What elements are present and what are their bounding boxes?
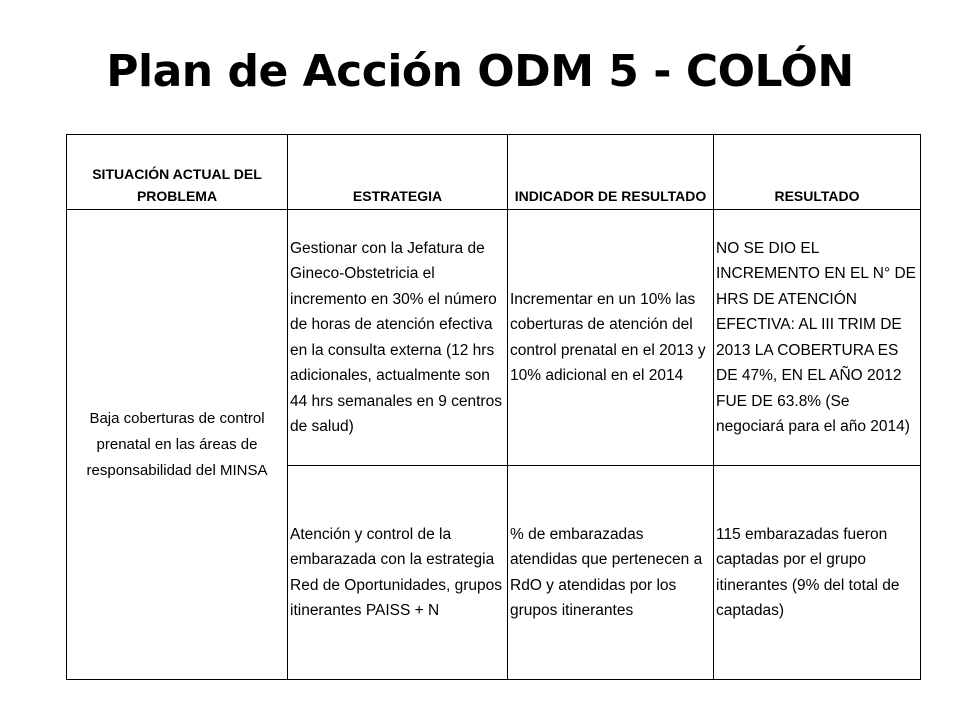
slide-title: Plan de Acción ODM 5 - COLÓN: [106, 46, 854, 97]
cell-resultado: NO SE DIO EL INCREMENTO EN EL N° DE HRS DE ATENCIÓN EFECTIVA: AL III TRIM DE 2013 LA COBERTURA ES DE 47%, EN EL AÑO 2012 FUE DE 63.8% (Se negociará para el año 2014): [714, 210, 921, 466]
header-resultado: RESULTADO: [714, 135, 921, 210]
cell-estrategia: Gestionar con la Jefatura de Gineco-Obstetricia el incremento en 30% el número de horas de atención efectiva en la consulta externa (12 hrs adicionales, actualmente son 44 hrs semanales en 9 centros de salud): [288, 210, 508, 466]
table-header-row: [67, 135, 921, 210]
header-situacion: SITUACIÓN ACTUAL DEL PROBLEMA: [67, 135, 288, 210]
cell-situacion: Baja coberturas de control prenatal en las áreas de responsabilidad del MINSA: [67, 210, 288, 680]
cell-indicador: % de embarazadas atendidas que pertenecen a RdO y atendidas por los grupos itinerantes: [508, 466, 714, 680]
table-row: [67, 210, 921, 466]
cell-indicador: Incrementar en un 10% las coberturas de atención del control prenatal en el 2013 y 10% adicional en el 2014: [508, 210, 714, 466]
cell-estrategia: Atención y control de la embarazada con la estrategia Red de Oportunidades, grupos itinerantes PAISS + N: [288, 466, 508, 680]
header-indicador: INDICADOR DE RESULTADO: [508, 135, 714, 210]
cell-resultado: 115 embarazadas fueron captadas por el grupo itinerantes (9% del total de captadas): [714, 466, 921, 680]
header-estrategia: ESTRATEGIA: [288, 135, 508, 210]
action-plan-table: [66, 134, 921, 680]
